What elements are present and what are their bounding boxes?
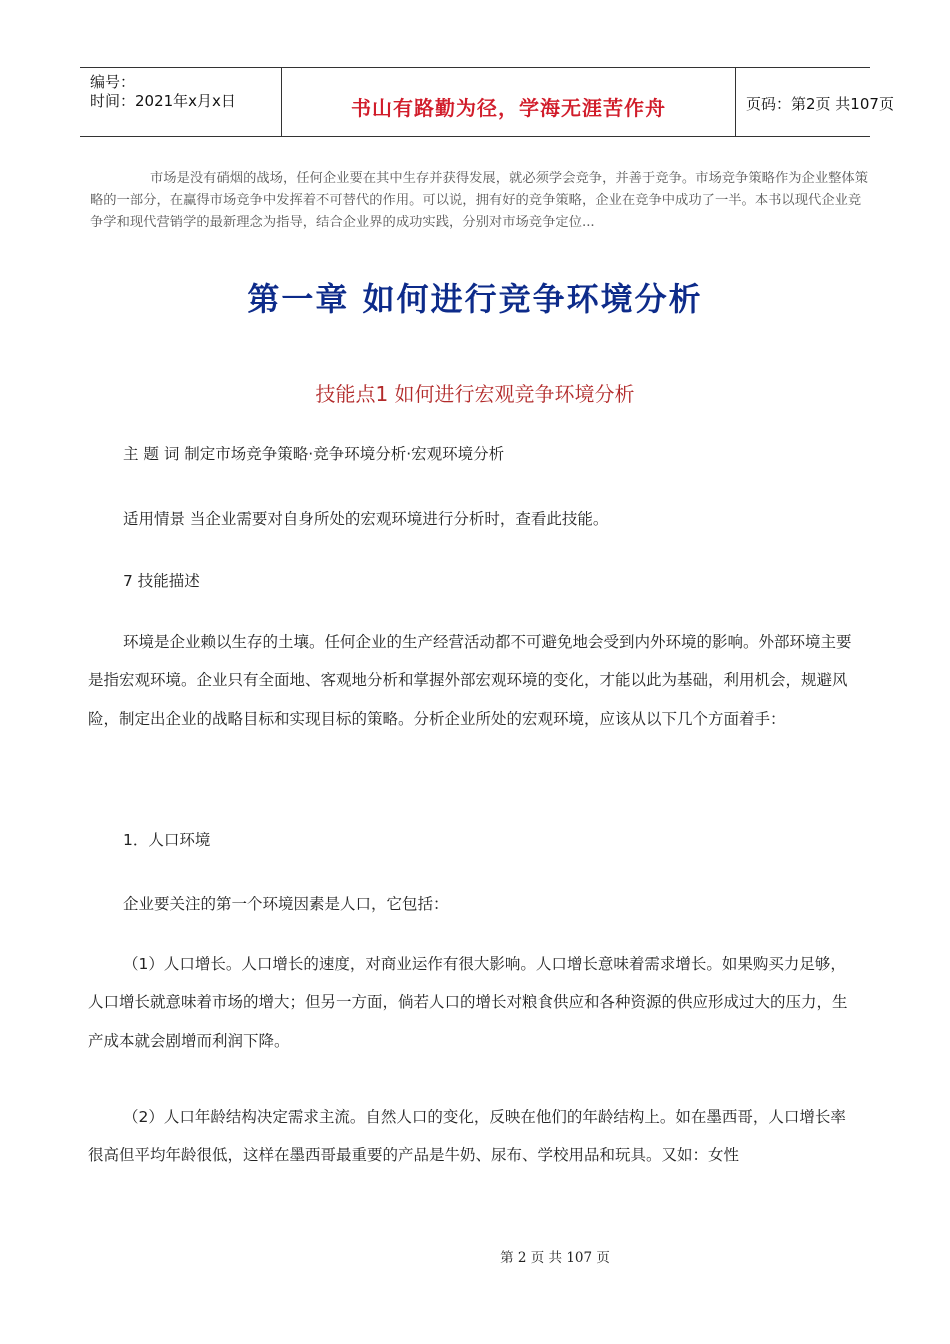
- skill-description-heading: 7 技能描述: [123, 572, 200, 590]
- intro-paragraph: [90, 168, 870, 234]
- header-left-cell: [80, 68, 281, 136]
- paragraph-population-growth-text: （1）人口增长。人口增长的速度，对商业运作有很大影响。人口增长意味着需求增长。如果购买力足够，人口增长就意味着市场的增大；但另一方面，倘若人口的增长对粮食供应和各种资源的供应形成过大的压力，生产成本就会剧增而利润下降。: [88, 955, 848, 1050]
- document-header: [80, 67, 894, 137]
- skill-title: 技能点1 如何进行宏观竞争环境分析: [315, 382, 635, 406]
- paragraph-population-growth: [88, 945, 860, 1060]
- paragraph-population-intro: 企业要关注的第一个环境因素是人口，它包括：: [123, 895, 449, 913]
- page-info: 页码：第2页 共107页: [746, 95, 894, 113]
- paragraph-environment-text: 环境是企业赖以生存的土壤。任何企业的生产经营活动都不可避免地会受到内外环境的影响。外部环境主要是指宏观环境。企业只有全面地、客观地分析和掌握外部宏观环境的变化，才能以此为基础，利用机会，规避风险，制定出企业的战略目标和实现目标的策略。分析企业所处的宏观环境，应该从以下几个方面着手：: [88, 633, 852, 728]
- header-right-cell: [735, 68, 894, 136]
- scenario-line: 适用情景 当企业需要对自身所处的宏观环境进行分析时，查看此技能。: [123, 510, 609, 528]
- paragraph-age-structure: [88, 1098, 860, 1175]
- keywords-line: 主 题 词 制定市场竞争策略·竞争环境分析·宏观环境分析: [123, 445, 505, 463]
- number-label: 编号：: [90, 73, 136, 91]
- motto: 书山有路勤为径，学海无涯苦作舟: [351, 96, 666, 120]
- chapter-title: 第一章 如何进行竞争环境分析: [247, 280, 703, 318]
- time-label: 时间：2021年x月x日: [90, 92, 236, 110]
- section-population: 1．人口环境: [123, 831, 211, 849]
- intro-text: 市场是没有硝烟的战场，任何企业要在其中生存并获得发展，就必须学会竞争，并善于竞争。市场竞争策略作为企业整体策略的一部分，在赢得市场竞争中发挥着不可替代的作用。可以说，拥有好的竞争策略，企业在竞争中成功了一半。本书以现代企业竞争学和现代营销学的最新理念为指导，结合企业界的成功实践，分别对市场竞争定位...: [90, 171, 869, 230]
- paragraph-environment: [88, 623, 860, 738]
- header-center-cell: [281, 68, 736, 136]
- paragraph-age-structure-text: （2）人口年龄结构决定需求主流。自然人口的变化，反映在他们的年龄结构上。如在墨西哥，人口增长率很高但平均年龄很低，这样在墨西哥最重要的产品是牛奶、尿布、学校用品和玩具。又如：女性: [88, 1108, 846, 1165]
- page-footer: 第 2 页 共 107 页: [500, 1250, 610, 1266]
